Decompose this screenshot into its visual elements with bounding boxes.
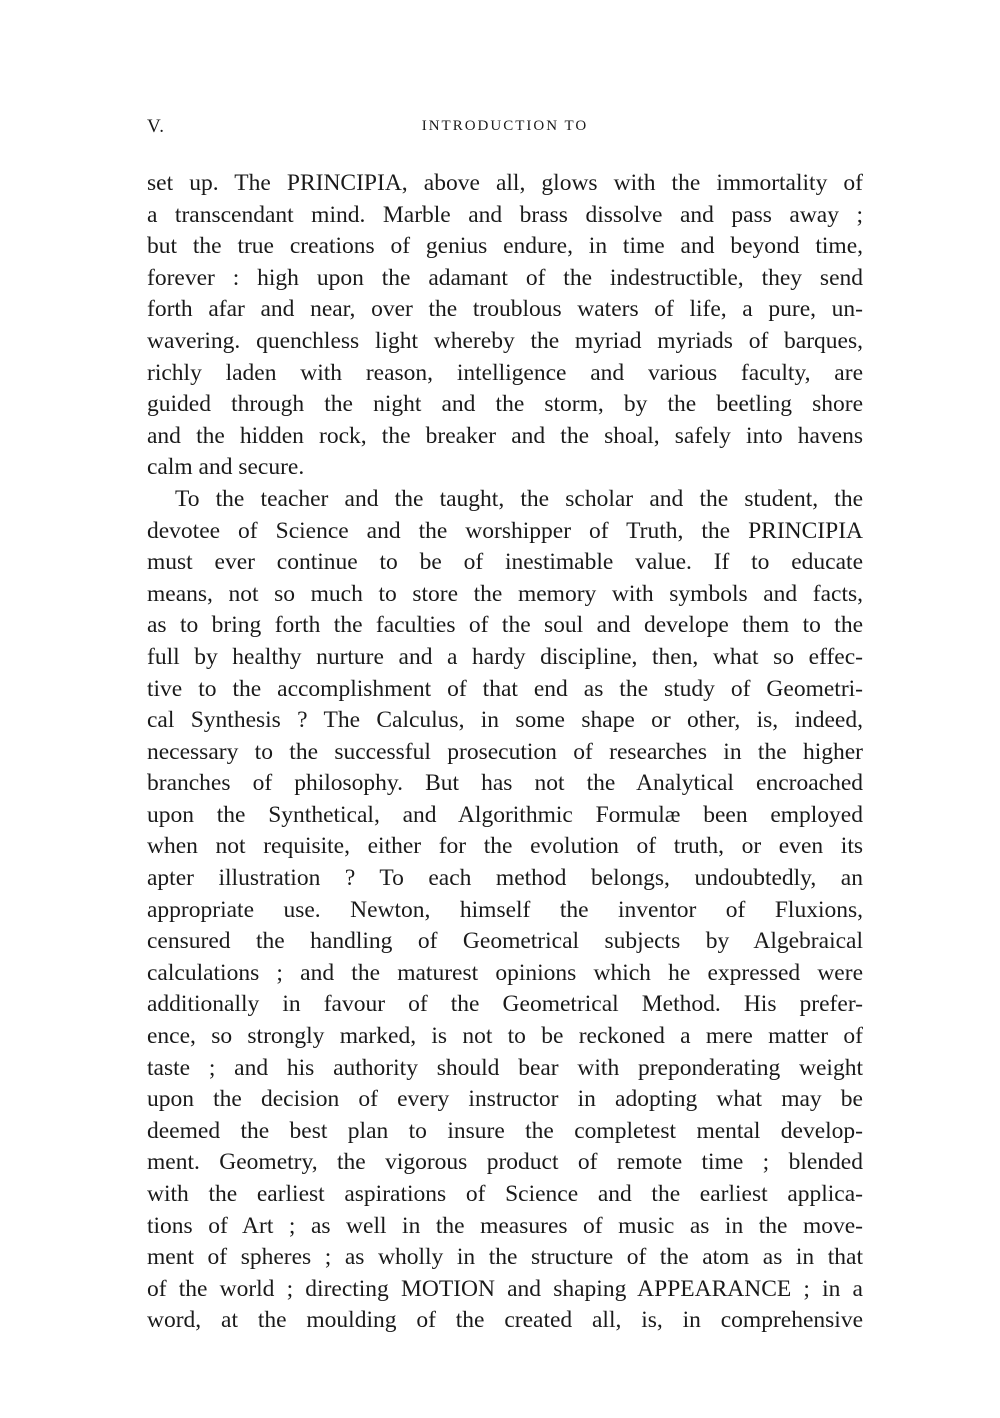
paragraph-2 <box>147 484 863 1337</box>
text-line: of the world ; directing MOTION and shaping APPEARANCE ; in a <box>147 1275 863 1302</box>
text-line: ment of spheres ; as wholly in the structure of the atom as in that <box>147 1244 863 1271</box>
text-line: apter illustration ? To each method belongs, undoubtedly, an <box>147 865 863 892</box>
page-number: V. <box>147 116 166 137</box>
text-line: ment. Geometry, the vigorous product of remote time ; blended <box>147 1149 863 1176</box>
text-line: censured the handling of Geometrical subjects by Algebraical <box>147 928 863 955</box>
text-line: forever : high upon the adamant of the indestructible, they send <box>147 264 863 291</box>
text-line: with the earliest aspirations of Science and the earliest applica- <box>147 1181 863 1207</box>
text-line: cal Synthesis ? The Calculus, in some shape or other, is, indeed, <box>147 707 863 734</box>
text-line: forth afar and near, over the troublous waters of life, a pure, un- <box>147 296 863 323</box>
text-line: means, not so much to store the memory with symbols and facts, <box>147 580 863 607</box>
text-line: devotee of Science and the worshipper of Truth, the PRINCIPIA <box>147 517 863 544</box>
text-line: ence, so strongly marked, is not to be reckoned a mere matter of <box>147 1023 863 1050</box>
text-line: when not requisite, either for the evolution of truth, or even its <box>147 833 863 860</box>
text-line: upon the Synthetical, and Algorithmic Formulæ been employed <box>147 801 863 828</box>
text-line: taste ; and his authority should bear with preponderating weight <box>147 1054 863 1081</box>
text-line: and the hidden rock, the breaker and the shoal, safely into havens <box>147 422 863 449</box>
text-line: tive to the accomplishment of that end as the study of Geometri- <box>147 675 863 702</box>
text-line: calculations ; and the maturest opinions which he expressed were <box>147 959 863 986</box>
text-line: To the teacher and the taught, the scholar and the student, the <box>175 485 863 512</box>
text-line: set up. The PRINCIPIA, above all, glows with the immortality of <box>147 170 863 196</box>
text-line: a transcendant mind. Marble and brass dissolve and pass away ; <box>147 201 863 228</box>
page-header <box>147 116 863 140</box>
text-line: calm and secure. <box>147 454 305 481</box>
running-head: INTRODUCTION TO <box>421 118 589 134</box>
text-line: appropriate use. Newton, himself the inventor of Fluxions, <box>147 896 863 923</box>
text-line: tions of Art ; as well in the measures of music as in the move- <box>147 1212 863 1239</box>
paragraph-1 <box>147 168 863 484</box>
text-line: additionally in favour of the Geometrical Method. His prefer- <box>147 991 863 1018</box>
text-line: must ever continue to be of inestimable value. If to educate <box>147 549 863 576</box>
text-line: upon the decision of every instructor in adopting what may be <box>147 1086 863 1113</box>
text-line: richly laden with reason, intelligence and various faculty, are <box>147 359 863 386</box>
text-line: but the true creations of genius endure, in time and beyond time, <box>147 233 863 260</box>
text-line: as to bring forth the faculties of the soul and develope them to the <box>147 612 863 639</box>
text-line: guided through the night and the storm, by the beetling shore <box>147 391 863 418</box>
text-line: deemed the best plan to insure the completest mental develop- <box>147 1117 863 1144</box>
text-line: branches of philosophy. But has not the Analytical encroached <box>147 770 863 797</box>
text-line: full by healthy nurture and a hardy discipline, then, what so effec- <box>147 643 863 670</box>
text-line: wavering. quenchless light whereby the myriad myriads of barques, <box>147 327 863 354</box>
text-line: necessary to the successful prosecution of researches in the higher <box>147 738 863 765</box>
text-line: word, at the moulding of the created all, is, in comprehensive <box>147 1307 863 1334</box>
body-text <box>147 168 863 1337</box>
